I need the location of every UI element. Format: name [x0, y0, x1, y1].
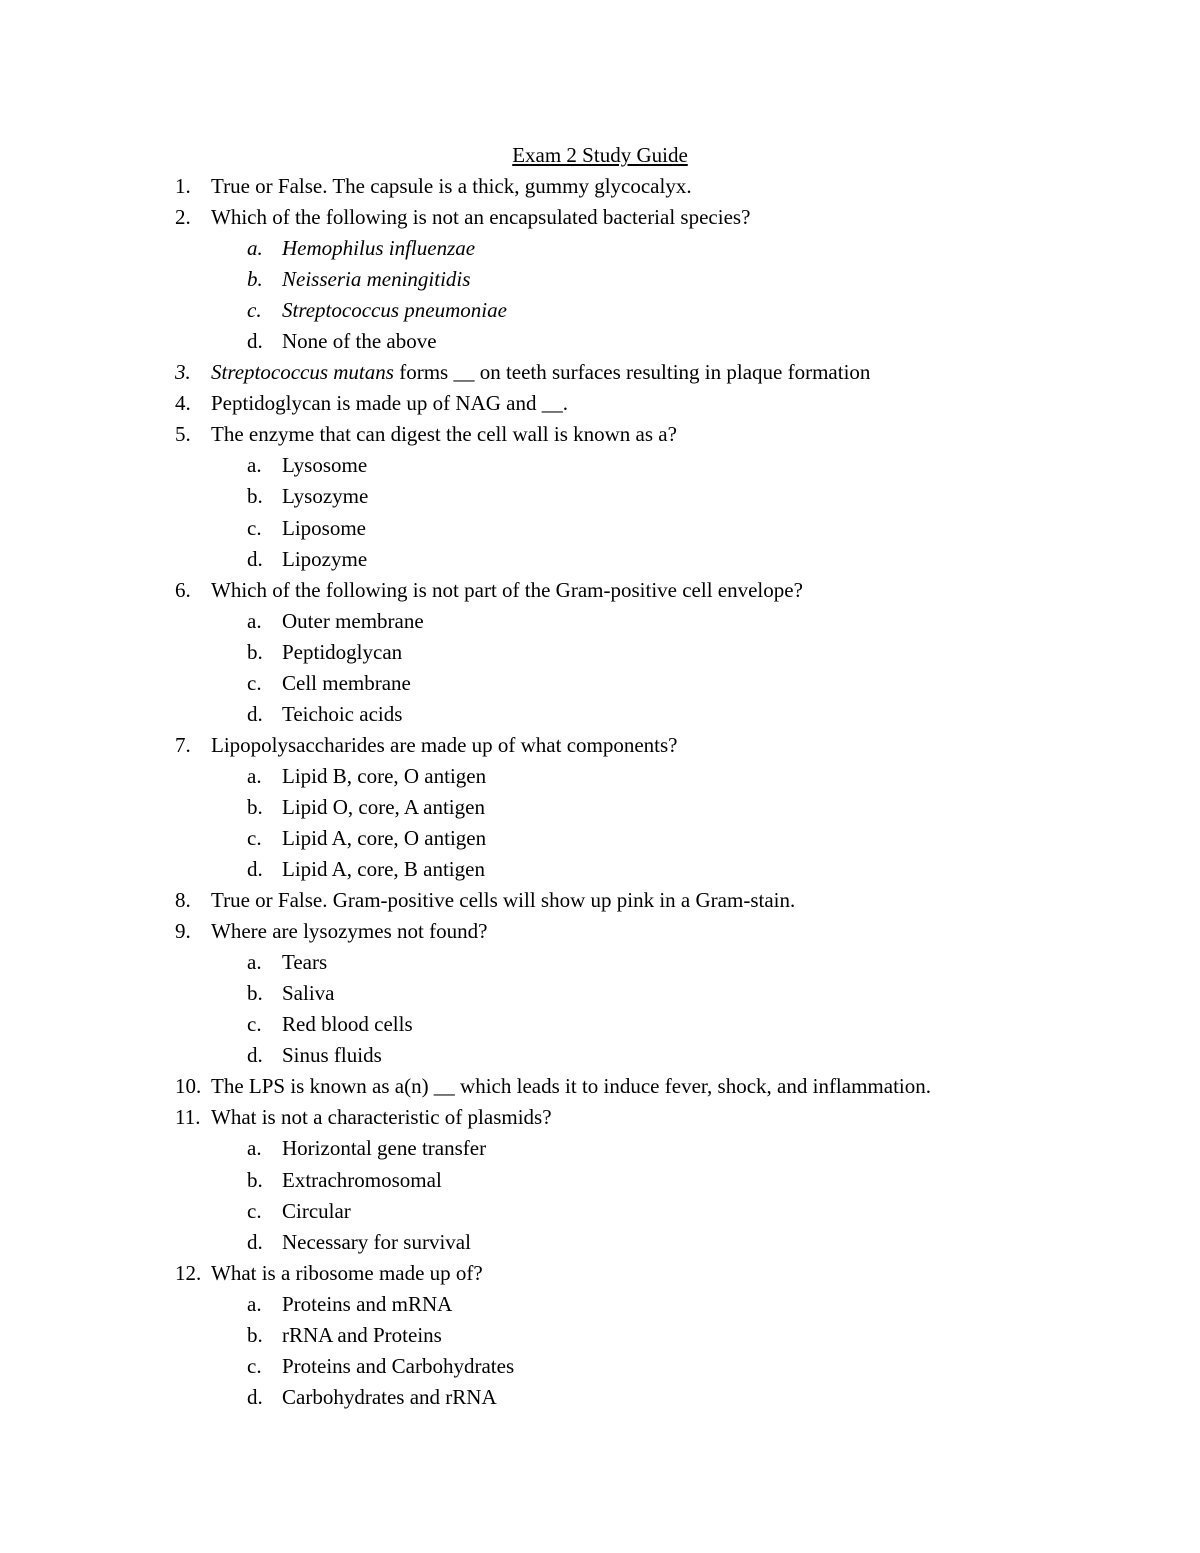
answer-option	[0, 1289, 1200, 1320]
option-text: Lipid B, core, O antigen	[282, 763, 487, 788]
question-text	[211, 357, 870, 388]
answer-option	[0, 481, 1200, 512]
page-title: Exam 2 Study Guide	[512, 143, 688, 167]
question-number: 7.	[175, 732, 191, 757]
option-text: Necessary for survival	[282, 1229, 471, 1254]
question-number: 10.	[175, 1074, 202, 1099]
option-letter: a.	[247, 1291, 262, 1316]
option-letter: a.	[247, 1136, 262, 1161]
option-text: Lysozyme	[282, 484, 369, 509]
answer-option	[0, 1227, 1200, 1258]
answer-option	[0, 264, 1200, 295]
question-item	[0, 388, 1200, 419]
question-text: The LPS is known as a(n) __ which leads it to induce fever, shock, and inflammation.	[211, 1074, 931, 1099]
option-letter: a.	[247, 763, 262, 788]
question-item	[0, 1071, 1200, 1102]
question-text: Where are lysozymes not found?	[211, 919, 488, 944]
option-letter: d.	[247, 329, 263, 354]
option-letter: a.	[247, 608, 262, 633]
option-letter: b.	[247, 981, 263, 1006]
question-text: The enzyme that can digest the cell wall is known as a?	[211, 422, 677, 447]
answer-option	[0, 233, 1200, 264]
option-letter: c.	[247, 298, 262, 323]
answer-option	[0, 1040, 1200, 1071]
option-letter: d.	[247, 857, 263, 882]
option-letter: a.	[247, 236, 263, 261]
question-item	[0, 171, 1200, 202]
option-text: Saliva	[282, 981, 335, 1006]
option-text: Streptococcus pneumoniae	[282, 298, 507, 323]
option-text: Teichoic acids	[282, 701, 403, 726]
question-item	[0, 1258, 1200, 1289]
option-letter: c.	[247, 670, 262, 695]
answer-option	[0, 668, 1200, 699]
question-text: What is not a characteristic of plasmids?	[211, 1105, 552, 1130]
option-text: Lipid A, core, B antigen	[282, 857, 485, 882]
question-number: 9.	[175, 919, 191, 944]
answer-option	[0, 1133, 1200, 1164]
answer-option	[0, 606, 1200, 637]
option-letter: b.	[247, 267, 263, 292]
option-letter: b.	[247, 639, 263, 664]
option-text: Red blood cells	[282, 1012, 413, 1037]
answer-option	[0, 1009, 1200, 1040]
answer-option	[0, 1351, 1200, 1382]
question-number: 1.	[175, 174, 191, 198]
question-text-rest: forms __ on teeth surfaces resulting in plaque formation	[393, 360, 871, 385]
answer-option	[0, 1320, 1200, 1351]
option-letter: d.	[247, 1384, 263, 1409]
option-letter: b.	[247, 484, 263, 509]
option-text: Proteins and Carbohydrates	[282, 1353, 515, 1378]
question-text: Which of the following is not part of the Gram-positive cell envelope?	[211, 577, 803, 602]
option-letter: b.	[247, 794, 263, 819]
question-number: 11.	[175, 1105, 201, 1130]
option-letter: d.	[247, 1229, 263, 1254]
option-text: Sinus fluids	[282, 1043, 382, 1068]
answer-option	[0, 450, 1200, 481]
question-item	[0, 202, 1200, 233]
answer-option	[0, 792, 1200, 823]
answer-option	[0, 513, 1200, 544]
question-number: 2.	[175, 205, 191, 230]
option-text: Lipid O, core, A antigen	[282, 794, 485, 819]
question-text: Lipopolysaccharides are made up of what components?	[211, 732, 678, 757]
question-text: Peptidoglycan is made up of NAG and __.	[211, 391, 568, 416]
option-text: None of the above	[282, 329, 437, 354]
question-number: 4.	[175, 391, 191, 416]
question-text: What is a ribosome made up of?	[211, 1260, 483, 1285]
question-text: True or False. Gram-positive cells will show up pink in a Gram-stain.	[211, 888, 796, 913]
answer-option	[0, 1165, 1200, 1196]
option-letter: b.	[247, 1322, 263, 1347]
answer-option	[0, 1196, 1200, 1227]
question-list	[0, 171, 1200, 1413]
option-text: Neisseria meningitidis	[282, 267, 471, 292]
option-text: rRNA and Proteins	[282, 1322, 442, 1347]
option-text: Peptidoglycan	[282, 639, 403, 664]
question-text: True or False. The capsule is a thick, gummy glycocalyx.	[211, 174, 692, 198]
option-letter: c.	[247, 1012, 262, 1037]
option-letter: d.	[247, 1043, 263, 1068]
answer-option	[0, 1382, 1200, 1413]
answer-option	[0, 637, 1200, 668]
answer-option	[0, 295, 1200, 326]
option-letter: a.	[247, 950, 262, 975]
option-letter: c.	[247, 515, 262, 540]
option-text: Lysosome	[282, 453, 368, 478]
answer-option	[0, 761, 1200, 792]
option-text: Extrachromosomal	[282, 1167, 442, 1192]
answer-option	[0, 823, 1200, 854]
option-text: Carbohydrates and rRNA	[282, 1384, 497, 1409]
option-text: Tears	[282, 950, 328, 975]
option-letter: d.	[247, 701, 263, 726]
question-number: 12.	[175, 1260, 202, 1285]
question-item	[0, 916, 1200, 947]
answer-option	[0, 326, 1200, 357]
option-text: Horizontal gene transfer	[282, 1136, 487, 1161]
answer-option	[0, 544, 1200, 575]
question-number: 6.	[175, 577, 191, 602]
question-item	[0, 575, 1200, 606]
question-item	[0, 1102, 1200, 1133]
question-number: 3.	[175, 360, 191, 385]
question-item	[0, 419, 1200, 450]
option-text: Hemophilus influenzae	[282, 236, 476, 261]
option-letter: c.	[247, 825, 262, 850]
question-text-italic: Streptococcus mutans	[211, 360, 394, 385]
option-letter: c.	[247, 1198, 262, 1223]
option-letter: b.	[247, 1167, 263, 1192]
option-text: Liposome	[282, 515, 366, 540]
question-item	[0, 885, 1200, 916]
option-text: Lipozyme	[282, 546, 368, 571]
option-text: Outer membrane	[282, 608, 424, 633]
answer-option	[0, 854, 1200, 885]
option-text: Circular	[282, 1198, 351, 1223]
option-letter: d.	[247, 546, 263, 571]
option-letter: a.	[247, 453, 262, 478]
option-text: Lipid A, core, O antigen	[282, 825, 487, 850]
option-text: Cell membrane	[282, 670, 411, 695]
question-text: Which of the following is not an encapsulated bacterial species?	[211, 205, 751, 230]
question-number: 5.	[175, 422, 191, 447]
option-text: Proteins and mRNA	[282, 1291, 453, 1316]
question-item	[0, 357, 1200, 388]
option-letter: c.	[247, 1353, 262, 1378]
question-number: 8.	[175, 888, 191, 913]
question-item	[0, 730, 1200, 761]
answer-option	[0, 978, 1200, 1009]
answer-option	[0, 947, 1200, 978]
answer-option	[0, 699, 1200, 730]
